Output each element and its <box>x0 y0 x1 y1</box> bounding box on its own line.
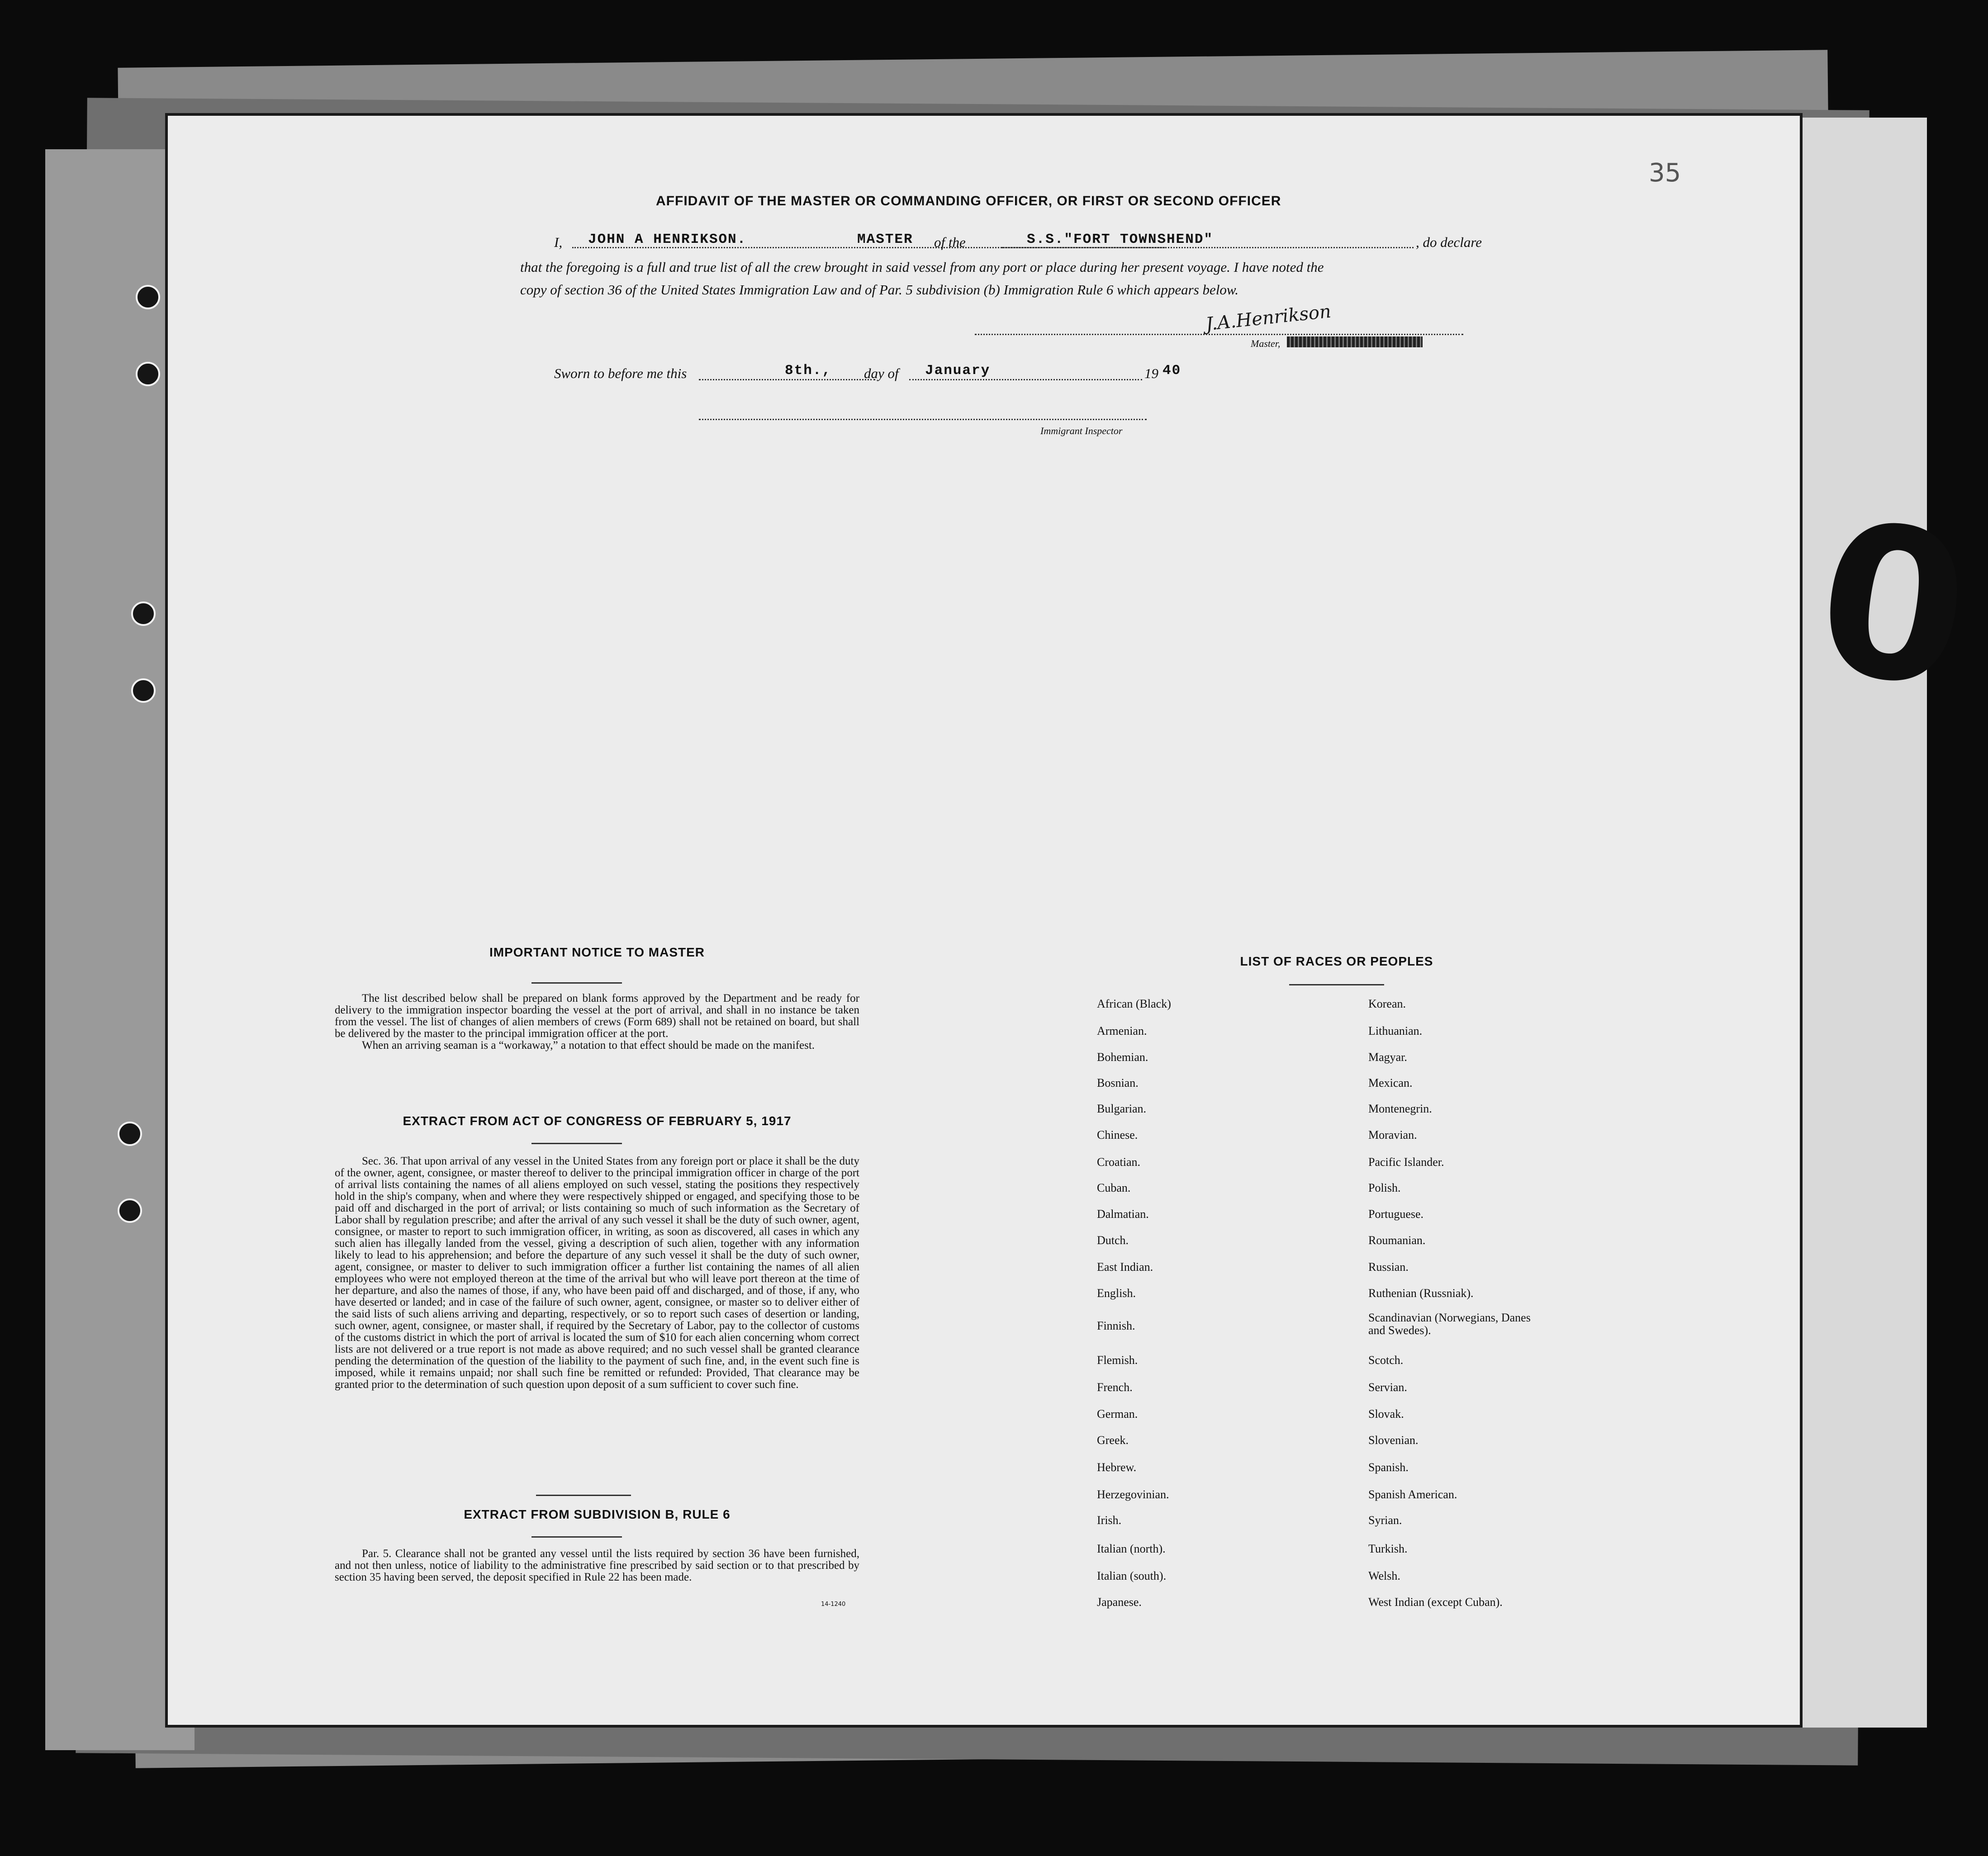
signature-caption: Master, <box>1251 338 1281 349</box>
sworn-month: January <box>925 363 991 379</box>
race-item: Turkish. <box>1368 1542 1408 1555</box>
race-item: Roumanian. <box>1368 1234 1426 1247</box>
race-item: Portuguese. <box>1368 1207 1424 1221</box>
inspector-caption: Immigrant Inspector <box>1040 425 1123 436</box>
race-item: Magyar. <box>1368 1051 1407 1064</box>
race-item: Moravian. <box>1368 1128 1417 1141</box>
race-item: German. <box>1097 1407 1138 1420</box>
month-line <box>909 379 1142 380</box>
notice-body <box>335 993 859 1051</box>
page-number-mark: 35 <box>1649 158 1681 188</box>
race-item: Chinese. <box>1097 1128 1138 1141</box>
race-item: Scotch. <box>1368 1354 1404 1367</box>
divider <box>531 982 622 984</box>
divider <box>531 1143 622 1144</box>
race-item: African (Black) <box>1097 997 1171 1010</box>
race-item: Mexican. <box>1368 1076 1413 1089</box>
notice-paragraph-1: The list described below shall be prepared on blank forms approved by the Department and be ready for delivery to the immigration inspector boarding the vessel at the port of arrival, and shall in no instance be taken from the vessel. The list of changes of alien members of crews (Form 689) shall not be retained on board, but shall be delivered by the master to the principal immigration officer at the port. <box>335 992 859 1040</box>
race-item: Dutch. <box>1097 1234 1129 1247</box>
form-number: 14-1240 <box>821 1601 846 1608</box>
race-item: Scandinavian (Norwegians, Danes and Swedes). <box>1368 1311 1531 1337</box>
right-sheet-edge <box>1782 118 1927 1728</box>
race-item: Hebrew. <box>1097 1461 1137 1474</box>
day-of-label: day of <box>864 365 899 381</box>
notice-paragraph-2: When an arriving seaman is a “workaway,” a notation to that effect should be made on the manifest. <box>362 1039 815 1051</box>
race-item: Montenegrin. <box>1368 1102 1432 1115</box>
notice-title: IMPORTANT NOTICE TO MASTER <box>489 945 705 959</box>
divider <box>536 1495 631 1496</box>
race-item: Greek. <box>1097 1434 1129 1447</box>
vessel-name: S.S."FORT TOWNSHEND" <box>1027 232 1214 247</box>
do-declare-label: , do declare <box>1416 234 1482 250</box>
binder-hole <box>131 678 156 703</box>
race-item: Welsh. <box>1368 1569 1400 1582</box>
race-item: Cuban. <box>1097 1181 1131 1194</box>
struck-text <box>1287 336 1423 347</box>
extract-rule-text: Par. 5. Clearance shall not be granted any vessel until the lists required by section 36 have been furnished, and not then unless, notice of liability to the administrative fine prescribed by said section or to that prescribed by section 35 having been served, the deposit specified in Rule 22 has been made. <box>335 1548 859 1583</box>
race-item: Flemish. <box>1097 1354 1138 1367</box>
race-item: Bosnian. <box>1097 1076 1139 1089</box>
affidavit-pronoun: I, <box>554 234 563 250</box>
race-item: Lithuanian. <box>1368 1024 1423 1037</box>
race-item: Finnish. <box>1097 1319 1135 1332</box>
race-item: Slovenian. <box>1368 1434 1419 1447</box>
extract-act-body <box>335 1155 859 1391</box>
inspector-line <box>699 419 1147 420</box>
handwritten-mark: 0 <box>1804 476 1982 736</box>
master-signature: J.A.Henrikson <box>1205 301 1332 335</box>
race-item: Spanish. <box>1368 1461 1409 1474</box>
race-item: Bulgarian. <box>1097 1102 1147 1115</box>
extract-rule-body <box>335 1548 859 1583</box>
race-item: Herzegovinian. <box>1097 1488 1169 1501</box>
year-prefix: 19 <box>1144 365 1158 381</box>
sworn-day: 8th., <box>785 363 832 379</box>
sworn-label: Sworn to before me this <box>554 365 687 381</box>
race-item: Croatian. <box>1097 1155 1141 1169</box>
affidavit-line-2: that the foregoing is a full and true list of all the crew brought in said vessel from any port or place during her present voyage. I have noted the <box>520 259 1324 275</box>
document-page <box>165 113 1982 1728</box>
race-item: Spanish American. <box>1368 1488 1457 1501</box>
race-item: Armenian. <box>1097 1024 1147 1037</box>
extract-act-title: EXTRACT FROM ACT OF CONGRESS OF FEBRUARY 5, 1917 <box>403 1114 792 1128</box>
race-item: Bohemian. <box>1097 1051 1148 1064</box>
binder-hole <box>118 1198 142 1223</box>
of-the-label: of the <box>934 234 966 250</box>
binder-hole <box>118 1122 142 1146</box>
binder-hole <box>136 362 160 386</box>
race-item: Korean. <box>1368 997 1406 1010</box>
race-item: Pacific Islander. <box>1368 1155 1444 1169</box>
race-item: English. <box>1097 1287 1136 1300</box>
divider <box>1289 984 1384 985</box>
divider <box>531 1536 622 1538</box>
race-item: Irish. <box>1097 1514 1122 1527</box>
affidavit-title: AFFIDAVIT OF THE MASTER OR COMMANDING OFFICER, OR FIRST OR SECOND OFFICER <box>656 194 1281 208</box>
race-item: Ruthenian (Russniak). <box>1368 1287 1474 1300</box>
day-line <box>699 379 875 380</box>
race-item: Dalmatian. <box>1097 1207 1149 1221</box>
race-item: Polish. <box>1368 1181 1401 1194</box>
race-item: Slovak. <box>1368 1407 1404 1420</box>
race-item: Syrian. <box>1368 1514 1402 1527</box>
races-title: LIST OF RACES OR PEOPLES <box>1240 954 1433 968</box>
race-item: West Indian (except Cuban). <box>1368 1596 1503 1609</box>
binder-hole <box>131 601 156 626</box>
race-item: Russian. <box>1368 1260 1409 1274</box>
extract-rule-title: EXTRACT FROM SUBDIVISION B, RULE 6 <box>464 1507 731 1521</box>
race-item: Servian. <box>1368 1381 1407 1394</box>
master-name: JOHN A HENRIKSON. <box>588 232 747 247</box>
extract-act-text: Sec. 36. That upon arrival of any vessel in the United States from any foreign port or place it shall be the duty of the owner, agent, consignee, or master thereof to deliver to the principal immigration officer in charge of the port of arrival lists containing the names of all aliens employed on such vessel, stating the positions they respectively hold in the ship's company, when and where they were respectively shipped or engaged, and specifying those to be paid off and discharged in the port of arrival; or lists containing so much of such information as the Secretary of Labor shall by regulation prescribe; and after the arrival of any such vessel it shall be the duty of such owner, agent, consignee, or master to report to such immigration officer, in writing, as soon as discovered, all cases in which any such alien has illegally landed from the vessel, giving a description of such alien, together with any information likely to lead to his apprehension; and before the departure of any such vessel it shall be the duty of such owner, agent, consignee, or master to deliver to such immigration officer a further list containing the names of all alien employees who were not employed thereon at the time of the arrival but who will leave port thereon at the time of her departure, and also the names of those, if any, who have been paid off and discharged, and of those, if any, who have deserted or landed; and in case of the failure of such owner, agent, consignee, or master so to deliver either of the said lists of such aliens arriving and departing, respectively, or so to report such cases of desertion or landing, such owner, agent, consignee, or master shall, if required by the Secretary of Labor, pay to the collector of customs of the customs district in which the port of arrival is located the sum of $10 for each alien concerning whom correct lists are not delivered or a true report is not made as above required; and no such vessel shall be granted clearance pending the determination of the question of the liability to the payment of such fine, and, in the event such fine is imposed, while it remains unpaid; nor shall such fine be remitted or refunded: Provided, That clearance may be granted prior to the determination of such question upon deposit of a sum sufficient to cover such fine. <box>335 1155 859 1391</box>
race-item: East Indian. <box>1097 1260 1153 1274</box>
master-rank: MASTER <box>857 232 913 247</box>
race-item: French. <box>1097 1381 1133 1394</box>
race-item: Japanese. <box>1097 1596 1142 1609</box>
signature-line <box>975 334 1463 335</box>
sworn-year: 40 <box>1162 363 1181 379</box>
race-item: Italian (south). <box>1097 1569 1167 1582</box>
race-item: Italian (north). <box>1097 1542 1166 1555</box>
affidavit-line-3: copy of section 36 of the United States Immigration Law and of Par. 5 subdivision (b) Immigration Rule 6 which appears below. <box>520 282 1239 298</box>
binder-hole <box>136 285 160 309</box>
